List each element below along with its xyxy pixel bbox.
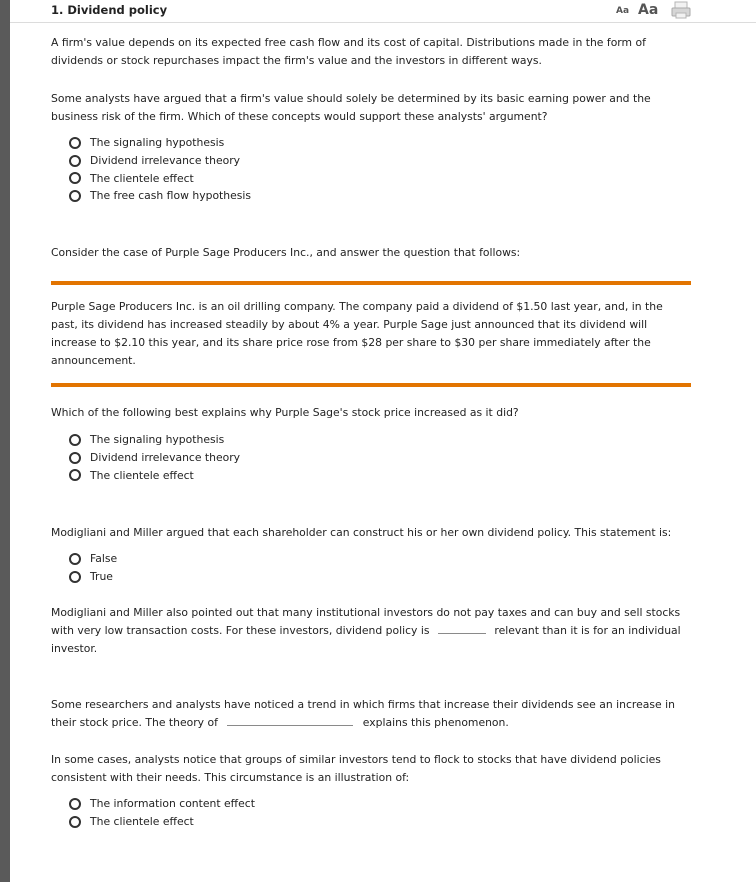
case-bottom-rule bbox=[51, 383, 691, 387]
radio-button[interactable] bbox=[69, 190, 81, 202]
q1-option-free-cash-flow[interactable] bbox=[69, 187, 251, 205]
option-label: The information content effect bbox=[90, 797, 255, 811]
q2-option-clientele[interactable] bbox=[69, 466, 240, 484]
question-4-text bbox=[51, 604, 691, 658]
option-label: The clientele effect bbox=[90, 815, 194, 829]
q4-text-after-blank: relevant than it is for an individual investor. bbox=[51, 624, 681, 655]
q6-option-clientele[interactable] bbox=[69, 813, 255, 831]
option-label: True bbox=[90, 570, 113, 584]
option-label: The free cash flow hypothesis bbox=[90, 189, 252, 203]
question-6-options bbox=[69, 795, 255, 830]
question-page bbox=[10, 0, 756, 882]
question-5-text bbox=[51, 696, 691, 732]
radio-button[interactable] bbox=[69, 155, 81, 167]
option-label: Dividend irrelevance theory bbox=[90, 451, 241, 465]
page-header bbox=[10, 0, 756, 23]
q2-option-irrelevance[interactable] bbox=[69, 449, 240, 467]
q1-option-irrelevance[interactable] bbox=[69, 152, 251, 170]
font-size-large-button[interactable]: Aa bbox=[638, 2, 659, 18]
q5-text-after-blank: explains this phenomenon. bbox=[362, 716, 509, 729]
intro-paragraph: A firm's value depends on its expected free cash flow and its cost of capital. Distributions made in the form of dividends or stock repurchases impact the firm's value and the investors in different ways. bbox=[51, 36, 646, 67]
question-2-options bbox=[69, 431, 240, 484]
q4-answer-blank[interactable] bbox=[438, 622, 486, 634]
q1-option-clientele[interactable] bbox=[69, 169, 251, 187]
print-icon[interactable] bbox=[670, 1, 692, 19]
radio-button[interactable] bbox=[69, 172, 81, 184]
option-label: The clientele effect bbox=[90, 468, 194, 482]
option-label: Dividend irrelevance theory bbox=[90, 154, 241, 168]
case-intro: Consider the case of Purple Sage Producers Inc., and answer the question that follows: bbox=[51, 246, 521, 259]
radio-button[interactable] bbox=[69, 452, 81, 464]
question-1-options bbox=[69, 134, 251, 205]
radio-button[interactable] bbox=[69, 798, 81, 810]
q5-answer-blank[interactable] bbox=[227, 714, 353, 726]
radio-button[interactable] bbox=[69, 571, 81, 583]
radio-button[interactable] bbox=[69, 469, 81, 481]
question-2-prompt: Which of the following best explains why Purple Sage's stock price increased as it did? bbox=[51, 406, 519, 419]
q3-option-false[interactable] bbox=[69, 550, 117, 568]
q4-text-before-blank: Modigliani and Miller also pointed out that many institutional investors do not pay taxes and can buy and sell stocks with very low transaction costs. For these investors, dividend policy is bbox=[51, 606, 681, 637]
q2-option-signaling[interactable] bbox=[69, 431, 240, 449]
option-label: The signaling hypothesis bbox=[90, 136, 225, 150]
option-label: False bbox=[90, 552, 118, 566]
radio-button[interactable] bbox=[69, 816, 81, 828]
case-top-rule bbox=[51, 281, 691, 285]
option-label: The clientele effect bbox=[90, 171, 194, 185]
font-size-small-button[interactable]: Aa bbox=[616, 6, 630, 16]
q6-option-information-content[interactable] bbox=[69, 795, 255, 813]
question-6-prompt: In some cases, analysts notice that groups of similar investors tend to flock to stocks that have dividend policies consistent with their needs. This circumstance is an illustration of: bbox=[51, 753, 661, 784]
q3-option-true[interactable] bbox=[69, 568, 117, 586]
option-label: The signaling hypothesis bbox=[90, 433, 225, 447]
radio-button[interactable] bbox=[69, 434, 81, 446]
question-1-prompt: Some analysts have argued that a firm's value should solely be determined by its basic earning power and the business risk of the firm. Which of these concepts would support these analysts' argument? bbox=[51, 92, 651, 123]
question-3-options bbox=[69, 550, 117, 585]
page-title: 1. Dividend policy bbox=[51, 3, 168, 17]
question-3-prompt: Modigliani and Miller argued that each shareholder can construct his or her own dividend policy. This statement is: bbox=[51, 526, 672, 539]
q5-text-before-blank: Some researchers and analysts have noticed a trend in which firms that increase their dividends see an increase in their stock price. The theory of bbox=[51, 698, 675, 729]
radio-button[interactable] bbox=[69, 553, 81, 565]
radio-button[interactable] bbox=[69, 137, 81, 149]
q1-option-signaling[interactable] bbox=[69, 134, 251, 152]
left-viewer-bar bbox=[0, 0, 10, 882]
case-text: Purple Sage Producers Inc. is an oil drilling company. The company paid a dividend of $1.50 last year, and, in the past, its dividend has increased steadily by about 4% a year. Purple Sage just announced that its dividend will increase to $2.10 this year, and its share price rose from $28 per share to $30 per share immediately after the announcement. bbox=[51, 300, 663, 367]
